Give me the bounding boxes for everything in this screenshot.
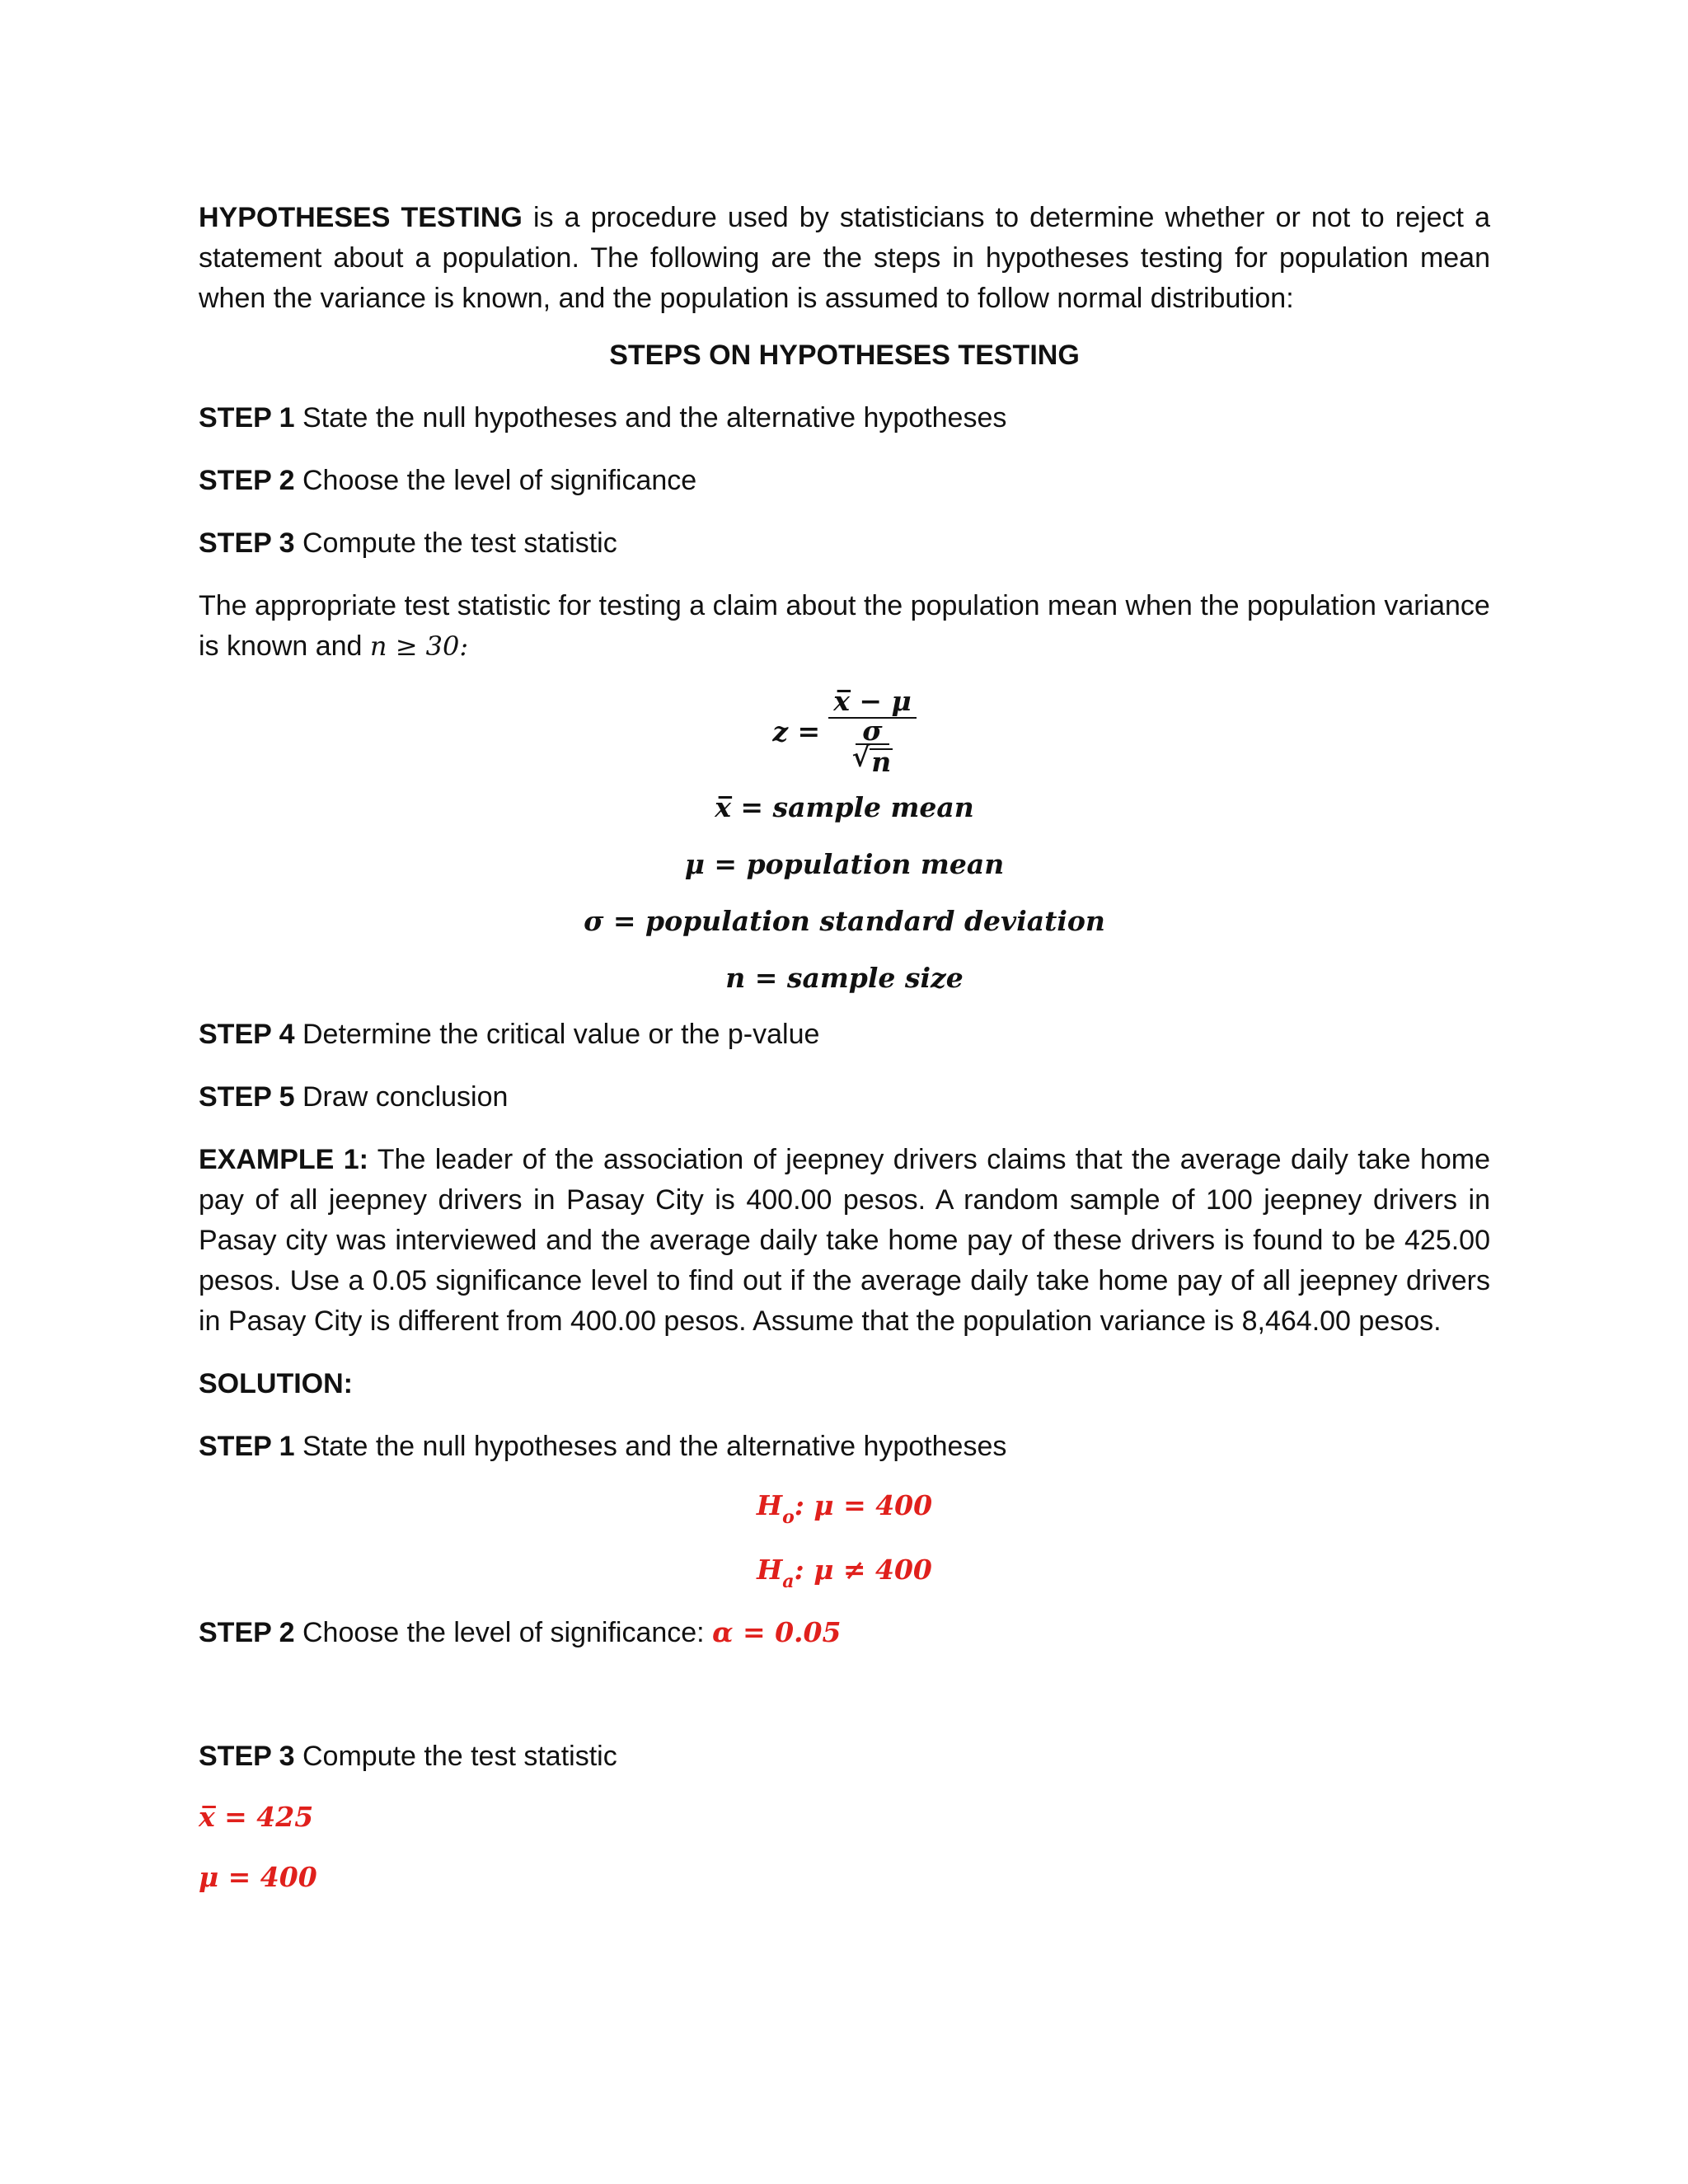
alternative-hypothesis: $H_a$: μ ≠ 400 bbox=[757, 1554, 932, 1592]
solution-label: SOLUTION: bbox=[199, 1368, 353, 1399]
square-root: √ n bbox=[851, 741, 892, 778]
solution-step-1: STEP 1 State the null hypotheses and the alternative hypotheses bbox=[199, 1431, 1007, 1462]
document-page bbox=[199, 198, 1490, 1897]
z-formula bbox=[199, 685, 1490, 777]
example-label: EXAMPLE 1: bbox=[199, 1144, 368, 1175]
definition-sample-mean: x̅ = sample mean bbox=[715, 791, 974, 823]
intro-paragraph bbox=[199, 198, 1490, 319]
definition-standard-deviation: σ = population standard deviation bbox=[584, 905, 1105, 937]
definition-population-mean: μ = population mean bbox=[684, 848, 1005, 880]
example-paragraph bbox=[199, 1140, 1490, 1342]
sample-mean-value: x̅ = 425 bbox=[199, 1801, 314, 1833]
alpha-value: α = 0.05 bbox=[712, 1616, 842, 1648]
step-2: STEP 2 Choose the level of significance bbox=[199, 465, 697, 496]
test-statistic-paragraph: The appropriate test statistic for testing a claim about the population mean when the population variance is known and n ≥ 30: bbox=[199, 590, 1490, 662]
step-4: STEP 4 Determine the critical value or the p-value bbox=[199, 1019, 820, 1050]
population-mean-value: μ = 400 bbox=[199, 1861, 317, 1893]
formula-denominator-n: n bbox=[871, 746, 892, 778]
step-3: STEP 3 Compute the test statistic bbox=[199, 527, 617, 559]
solution-step-2: STEP 2 Choose the level of significance: α = 0.05 bbox=[199, 1616, 842, 1648]
formula-denominator-sigma: σ bbox=[856, 719, 889, 745]
solution-step-3: STEP 3 Compute the test statistic bbox=[199, 1741, 617, 1772]
step-5: STEP 5 Draw conclusion bbox=[199, 1081, 509, 1113]
example-text: The leader of the association of jeepney drivers claims that the average daily take home pay of all jeepney drivers in Pasay City is 400.00 pesos. A random sample of 100 jeepney drivers in Pasay city was interviewed and the average daily take home pay of these drivers is found to be 425.00 pesos. Use a 0.05 significance level to find out if the average daily take home pay of all jeepney drivers in Pasay City is different from 400.00 pesos. Assume that the population variance is 8,464.00 pesos. bbox=[199, 1144, 1490, 1337]
steps-heading: STEPS ON HYPOTHESES TESTING bbox=[609, 340, 1080, 371]
null-hypothesis: $H_o$: μ = 400 bbox=[756, 1489, 933, 1528]
definition-sample-size: n = sample size bbox=[725, 962, 964, 994]
formula-numerator: x̅ − μ bbox=[828, 687, 916, 719]
sample-size-condition: n ≥ 30: bbox=[369, 630, 469, 662]
intro-text: is a procedure used by statisticians to determine whether or not to reject a statement about a population. The following are the steps in hypotheses testing for population mean when the variance is known, and the population is assumed to follow normal distribution: bbox=[199, 202, 1490, 314]
intro-term: HYPOTHESES TESTING bbox=[199, 202, 523, 233]
step-1: STEP 1 State the null hypotheses and the alternative hypotheses bbox=[199, 402, 1007, 434]
formula-lhs: z = bbox=[772, 715, 821, 748]
